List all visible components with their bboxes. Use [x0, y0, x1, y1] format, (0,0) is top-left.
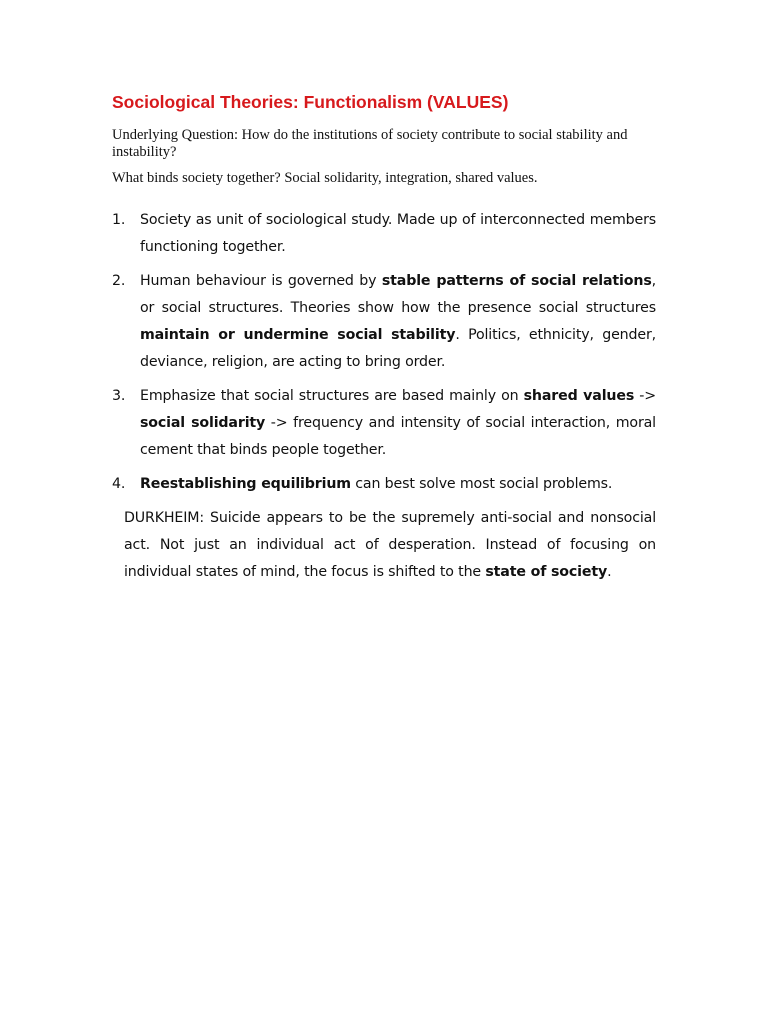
emphasis-text: stable patterns of social relations: [381, 273, 652, 289]
point-text: , or social structures. Theories show how the presence social structures: [140, 273, 656, 316]
emphasis-text: shared values: [523, 388, 635, 404]
points-list: [112, 207, 656, 498]
durkheim-text: DURKHEIM: Suicide appears to be the supremely anti-social and nonsocial act. Not just an individual act of desperation. Instead of focusing on individual states of mind, the focus is shifted to the: [124, 510, 656, 580]
list-number: 4.: [112, 476, 126, 492]
point-text: -> frequency and intensity of social interaction, moral cement that binds people together.: [140, 415, 656, 458]
list-item-1: [112, 207, 656, 261]
emphasis-text: Reestablishing equilibrium: [140, 476, 351, 492]
emphasis-text: maintain or undermine social stability: [140, 327, 456, 343]
emphasis-text: state of society: [485, 564, 608, 580]
list-item-3: [112, 383, 656, 464]
list-number: 3.: [112, 388, 126, 404]
list-number: 2.: [112, 273, 126, 289]
point-text: ->: [634, 388, 656, 404]
list-number: 1.: [112, 212, 126, 228]
durkheim-paragraph: [124, 505, 656, 586]
point-text: Society as unit of sociological study. Made up of interconnected members functioning together.: [140, 212, 656, 255]
binds-question: What binds society together? Social solidarity, integration, shared values.: [112, 170, 538, 186]
list-item-4: [112, 471, 656, 498]
point-text: . Politics, ethnicity, gender, deviance, religion, are acting to bring order.: [140, 327, 656, 370]
point-text: Human behaviour is governed by: [140, 273, 382, 289]
page-title: Sociological Theories: Functionalism (VALUES): [112, 92, 509, 112]
point-text: Emphasize that social structures are based mainly on: [140, 388, 524, 404]
list-item-2: [112, 268, 656, 376]
durkheim-text: .: [607, 564, 612, 580]
emphasis-text: social solidarity: [140, 415, 266, 431]
point-text: can best solve most social problems.: [350, 476, 613, 492]
underlying-question: Underlying Question: How do the institutions of society contribute to social stability and instability?: [112, 127, 628, 160]
